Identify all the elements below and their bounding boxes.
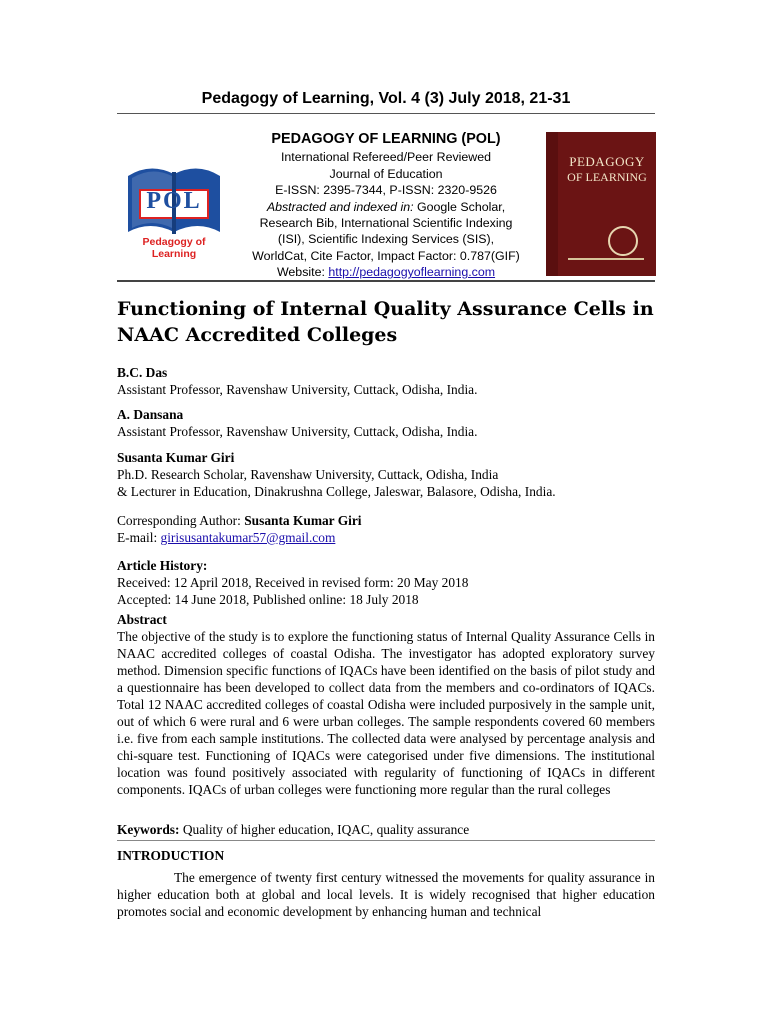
journal-indexed-4: WorldCat, Cite Factor, Impact Factor: 0.787(GIF)	[252, 248, 520, 263]
article-title-line-1: Functioning of Internal Quality Assurance Cells in	[117, 298, 654, 320]
history-heading: Article History:	[117, 558, 208, 573]
author-affiliation: Assistant Professor, Ravenshaw University, Cuttack, Odisha, India.	[117, 424, 478, 439]
author-affiliation: Ph.D. Research Scholar, Ravenshaw University, Cuttack, Odisha, India	[117, 467, 499, 482]
article-history	[117, 557, 655, 608]
indexed-text-1: Google Scholar,	[413, 199, 506, 214]
cover-title-1: PEDAGOGY	[569, 154, 645, 169]
abstract-section	[117, 611, 655, 798]
introduction-text: The emergence of twenty first century witnessed the movements for quality assurance in higher education both at global and local levels. It is widely recognised that higher education promotes social and economic development by enhancing human and technical	[117, 870, 655, 919]
author-name: Susanta Kumar Giri	[117, 450, 235, 465]
keywords-text: Quality of higher education, IQAC, quality assurance	[179, 822, 470, 837]
journal-citation: Pedagogy of Learning, Vol. 4 (3) July 2018, 21-31	[201, 90, 571, 107]
abstract-text: The objective of the study is to explore the functioning status of Internal Quality Assurance Cells in NAAC accredited colleges of coastal Odisha. The investigator has adopted exploratory survey method. Dimension specific functions of IQACs have been identified on the basis of pilot study and a questionnaire has been developed to collect data from the members and co-ordinators of IQACs. Total 12 NAAC accredited colleges of coastal Odisha were included purposively in the sample unit, out of which 6 were rural and 6 were urban colleges. The sample respondents covered 60 members i.e. five from each sample institutions. The collected data were analysed by percentage analysis and chi-square test. Functioning of IQACs were categorised under five dimensions. The institutional location was found positively associated with regularity of functioning of IQACs in different components. IQACs of urban colleges were functioning more regular than the rural colleges	[117, 629, 655, 797]
journal-indexed-line	[232, 199, 540, 215]
journal-header	[232, 131, 540, 281]
corresponding-block	[117, 512, 655, 546]
author-block-2	[117, 406, 655, 440]
website-label: Website:	[276, 265, 329, 280]
pol-logo-caption: Pedagogy of Learning	[142, 236, 206, 260]
journal-line-1: International Refereed/Peer Reviewed	[280, 150, 492, 165]
pol-logo-letters: POL	[146, 188, 202, 214]
pol-logo	[120, 154, 228, 260]
journal-cover-image	[546, 132, 656, 276]
journal-indexed-3: (ISI), Scientific Indexing Services (SIS),	[277, 232, 495, 247]
email-link[interactable]: girisusantakumar57@gmail.com	[160, 530, 336, 545]
article-title	[117, 296, 657, 348]
header-top-rule	[117, 113, 655, 114]
corresponding-line	[117, 512, 655, 529]
cover-rule	[568, 258, 644, 260]
author-block-1	[117, 364, 655, 398]
email-line	[117, 529, 655, 546]
header-bottom-rule	[117, 280, 655, 282]
corresponding-name: Susanta Kumar Giri	[244, 513, 362, 528]
journal-indexed-2: Research Bib, International Scientific Indexing	[259, 216, 513, 231]
keywords-label: Keywords:	[117, 822, 180, 837]
cover-spine	[546, 132, 558, 276]
author-name: B.C. Das	[117, 365, 168, 380]
author-block-3	[117, 449, 655, 500]
introduction-section	[117, 847, 655, 920]
author-affiliation: Assistant Professor, Ravenshaw University, Cuttack, Odisha, India.	[117, 382, 478, 397]
history-line-2: Accepted: 14 June 2018, Published online: 18 July 2018	[117, 592, 419, 607]
abstract-heading: Abstract	[117, 612, 167, 627]
cover-emblem-icon	[608, 226, 638, 256]
keywords-rule	[117, 840, 655, 841]
keywords-line	[117, 821, 655, 838]
article-title-line-2: NAAC Accredited Colleges	[117, 324, 398, 346]
history-line-1: Received: 12 April 2018, Received in revised form: 20 May 2018	[117, 575, 469, 590]
corresponding-label: Corresponding Author:	[117, 513, 245, 528]
journal-name: PEDAGOGY OF LEARNING (POL)	[271, 131, 501, 147]
email-label: E-mail:	[117, 530, 161, 545]
journal-line-2: Journal of Education	[329, 166, 443, 181]
author-affiliation-2: & Lecturer in Education, Dinakrushna College, Jaleswar, Balasore, Odisha, India.	[117, 484, 556, 499]
website-link[interactable]: http://pedagogyoflearning.com	[328, 265, 496, 280]
introduction-heading: INTRODUCTION	[117, 848, 225, 863]
indexed-label: Abstracted and indexed in:	[266, 199, 414, 214]
cover-title-2: OF LEARNING	[567, 170, 647, 184]
journal-website-line	[232, 264, 540, 280]
journal-issn: E-ISSN: 2395-7344, P-ISSN: 2320-9526	[275, 183, 497, 198]
author-name: A. Dansana	[117, 407, 184, 422]
